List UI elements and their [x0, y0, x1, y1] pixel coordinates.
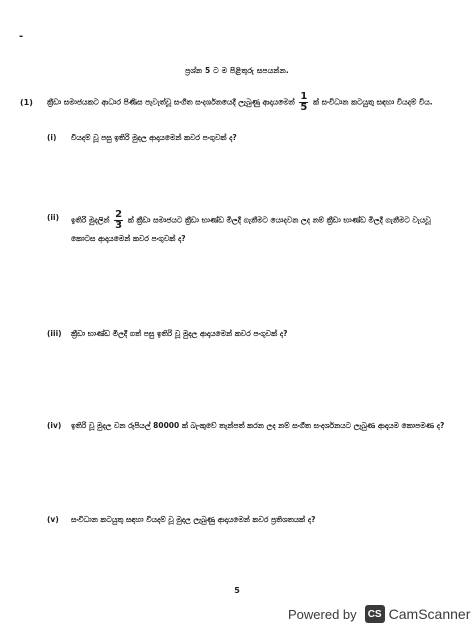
- intro-fraction-denominator: 5: [300, 102, 308, 113]
- part-text: වියදම් වූ පසු ඉතිරි මුදල ආදායමෙන් කවර පංගුවක් ද?: [71, 133, 237, 142]
- part-label: (iv): [47, 421, 62, 430]
- intro-fraction: [299, 92, 308, 113]
- section-heading: ප්‍රශ්න 5 ට ම පිළිතුරු සපයන්න.: [185, 66, 289, 75]
- camscanner-logo-icon: CS: [365, 605, 385, 623]
- corner-mark: -: [19, 31, 24, 42]
- part-text: ඉතිරි වූ මුදල වන රුපියල් 80000 ක් බැංකුවේ තැන්පත් කරන ලද නම් සංගීත සංදර්ශනයට ලැබුණ ආදායම කොපමණ ද?: [71, 421, 445, 430]
- part-label: (ii): [47, 213, 59, 222]
- part-fraction-denominator: 3: [115, 220, 123, 231]
- intro-fraction-numerator: 1: [300, 91, 308, 102]
- question-intro: [47, 92, 457, 113]
- part-text-before: ඉතිරි මුදලින්: [71, 215, 110, 225]
- page-number: 5: [234, 586, 240, 595]
- part-label: (v): [47, 515, 59, 524]
- part-text: සංවිධාන කටයුතු සඳහා වියදම් වූ මුදල ලැබුණු ආදායමෙන් කවර ප්‍රතිශතයක් ද?: [71, 515, 316, 524]
- part-text: ක්‍රීඩා භාණ්ඩ මිලදී ගත් පසු ඉතිරි වූ මුදල ආදායමෙන් කවර පංගුවක් ද?: [71, 329, 288, 338]
- part-fraction: [114, 210, 123, 231]
- powered-by-text: Powered by: [288, 606, 357, 622]
- intro-text-before: ක්‍රීඩා සමාජයකට ආධාර පිණිස පැවැත්වූ සංගීත සංදර්ශනයෙදී ලැබුණු ආදායමෙන්: [47, 97, 295, 107]
- question-number: (1): [20, 98, 33, 107]
- intro-text-after: ක් සංවිධාන කටයුතු සඳහා වියදම් විය.: [312, 97, 433, 107]
- part-fraction-numerator: 2: [115, 209, 123, 220]
- camscanner-brand: CamScanner: [388, 606, 471, 622]
- camscanner-watermark: [288, 604, 470, 624]
- part-text-after: ක් ක්‍රීඩා සමාජයට ක්‍රීඩා භාණ්ඩ මිලදී ගැනීමට යොදවන ලද නම් ක්‍රීඩා භාණ්ඩ මිලදී ගැනීමට වැයවූ කොටස ආදායමෙන් කවර පංගුවක් ද?: [71, 215, 431, 243]
- part-label: (i): [47, 133, 57, 142]
- part-text: [71, 210, 456, 247]
- part-label: (iii): [47, 329, 62, 338]
